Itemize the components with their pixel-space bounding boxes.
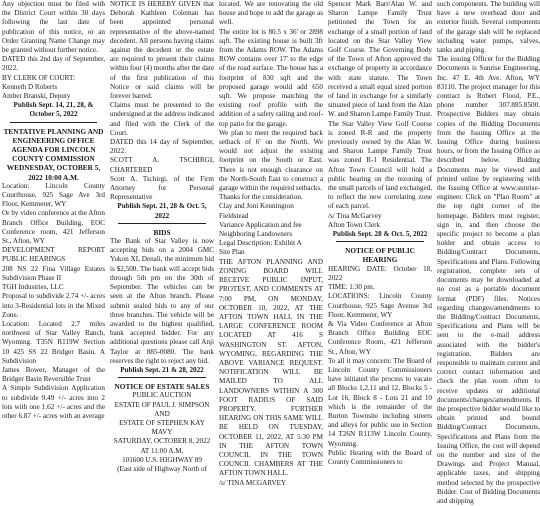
notice-divider	[118, 223, 206, 224]
publish-line: Publish Sept. 21 & 28, 2022	[120, 365, 204, 374]
notice-paragraph: Amber Branski, Deputy	[2, 92, 71, 101]
notice-paragraph: James Bower, Manager of the Bridger Basin Reversible Trust	[2, 365, 105, 384]
notice-line: (East side of Highway North of	[117, 464, 207, 473]
notice-paragraph: Or by video conference at the Afton Branch Office Building, EOC Conference room, 421 Jefferson St., Afton, WY	[2, 209, 105, 246]
notice-paragraph: such components. The building will have a new overhead door and exterior finish. Several components of the garage slab will be replaced including water pumps, valves, tanks and piping.	[437, 0, 540, 55]
notice-paragraph: Site Plan	[219, 248, 245, 257]
column-4	[328, 0, 432, 466]
notice-paragraph: Neighboring Landowners	[219, 230, 293, 239]
notice-divider	[118, 377, 206, 378]
notice-paragraph: BY CLERK OF COURT:	[2, 73, 75, 82]
column-2	[110, 0, 214, 473]
notice-paragraph: Clay and Joni Kennington	[219, 202, 294, 211]
notice-paragraph: The entire lot is 80.5 x 36' or 2898 sqft. The existing house is built 3ft from the Adams ROW. The Adams ROW contains over 17' to the edge of the road surface. The house has a footprint of 830 sqft and the proposed garage would add 650 sqft. We propose matching the existing roof profile with the addition of a safety railing and roof-top patio for the garage.	[219, 27, 323, 128]
notice-paragraph: We plan to meet the required back setback of 6' on the North. We would not adjust the existing footprint on the South or East. There is not enough clearance on the North-South East to construct a garage within the required setbacks.	[219, 128, 323, 193]
notice-paragraph: Thanks for the consideration.	[219, 193, 303, 202]
column-1	[2, 0, 105, 420]
notice-line: AND	[154, 409, 170, 418]
notice-paragraph: DATED this 14 day of September, 2022.	[110, 138, 214, 156]
notice-paragraph: Location: Lincoln County Courthouse, 925 Sage Ave 3rd Floor, Kemmerer, WY	[2, 181, 105, 209]
notice-paragraph: Any objection must be filed with the District Court within 30 days following the last date of publication of this notice, or an Order Granting Name Change may be granted without further notice.	[2, 0, 105, 55]
notice-paragraph: HEARING DATE: October 18, 2022	[328, 264, 432, 282]
notice-heading: NOTICE OF ESTATE SALES	[114, 382, 210, 392]
notice-paragraph: Kenneth D Roberts	[2, 82, 58, 91]
notice-paragraph: Proposal to subdivide 2.74 +/- acres into 3-Residential lots in the Mixed Zone.	[2, 292, 105, 319]
notice-paragraph: Fieldstead	[219, 211, 249, 220]
notice-line: PUBLIC AUCTION	[132, 391, 192, 400]
notice-paragraph: TGH Industries, LLC	[2, 283, 64, 292]
notice-paragraph: To all it may concern: The Board of Lincoln County Commissioners have initiated the process to vacate all Blocks 1,2,11 and 12, Blocks 5 - Lot 16, Block 8 - Lots 21 and 10 which is the remainder of the Burton Townsite including streets and alleys for public use in Section 14 T26N R113W Lincoln County, Wyoming.	[328, 356, 432, 448]
notice-line: ESTATE OF PAUL J. SIMPSON	[114, 400, 210, 409]
notice-paragraph: LOCATIONS: Lincoln County Courthouse, 925 Sage Avenue 3rd Floor, Kemmerer, WY	[328, 292, 432, 319]
notice-paragraph: Spencer Mark Barr/Alan W. and Sharon Lampe Family Trust petitioned the Town for an exchange of a small portion of land located on the Star Valley View Golf Course. The Governing Body of the Town of Afton approved the exchange of property in accordance with state statute. The Town received a small equal sized portion of land in exchange for a similarly situated piece of land from the Alan W. and Sharon Lampe Family Trust. The Star Valley View Golf Course is zoned R-R and the property previously owned by the Alan W. and Sharon Lampe Family Trust was zoned R-1 Residential. The Afton Town Council will hold a public hearing on the rezoning of the small parcels of land exchanged, to reflect the new correlating zone of each parcel.	[328, 0, 432, 211]
notice-paragraph: The Bank of Star Valley is now accepting bids on a 2004 GMC Yukon XL Denali, the minimum bid is $2,500. The bank will accept bids through 5th pm on the 30th of September. The vehicles can be seen at the Afton branch. Please submit sealed bids to any of our three branches. The vehicle will be awarded to the highest qualified, bank accepted bidder. For any additional questions please call Anji Taylor at 885-0080. The bank reserves the right to reject any bid.	[110, 237, 214, 365]
notice-paragraph: Claims must be presented to the undersigned at the address indicated and filed with the Clerk of the Court.	[110, 101, 214, 137]
notice-heading: TENTATIVE PLANNING AND ENGINEERING OFFICE AGENDA FOR LINCOLN COUNTY COMMISSION WEDNESDAY, OCTOBER 5, 2022 10:00 A.M.	[3, 126, 104, 182]
notice-paragraph: /s/ Tina McGarvey	[328, 211, 382, 220]
notice-paragraph: /s/ TINA MCGARVEY	[219, 478, 287, 487]
notice-paragraph: NOTICE IS HEREBY GIVEN that Deborah Kathleen Coleman has been appointed personal representative of the above-named decedent. All persons having claims against the decedent or the estate are required to present their claims within four (4) months after the date of the first publication of this Notice or said claims will be forever barred.	[110, 0, 214, 101]
notice-paragraph: & Via Video Conference at Afton Branch Office Building EOC Conference Room, 421 Jefferson St., Afton, WY	[328, 319, 432, 356]
notice-paragraph: The issuing Officer for the Bidding Documents is Sunrise Engineering, Inc. 47 E. 4th Ave. Afton, WY 83110. The project manager for this contract is Robert Flood, P.E., phone number 307.885.8500. Prospective Bidders may obtain copies of the Bidding Documents from the Issuing Office at the Issuing Office during business hours, or from the Issuing Office as described below. Bidding Documents may be viewed and printed online by registering with the Issuing Office at www.sunrise-engineer. Click on "Plan Room" at the top right corner of the homepage. Bidders must register, sign in, and then choose the specific project to become a plan holder and obtain access to Bidding/Contract Documents, Specifications and Plans. Following registration, complete sets of documents may be downloaded at no cost as a portable document format (PDF) files. Notices regarding changes/amendments to the Bidding/Contract Documents, Specifications and Plans will be sent to the e-mail address associated with the bidder's registration. Bidders are responsible to maintain current and correct contact information and check the plan room often to receive updates or additional documents/changes/amendments. If the prospective bidder would like to obtain printed and bound Bidding/Contract Documents, Specifications and Plans from the Issuing Office, the cost will depend on the number and size of the Drawings and Project Manual, applicable taxes, and shipping method selected by the prospective Bidder. Cost of Bidding Documents and shipping	[437, 55, 540, 505]
publish-line: Publish Sept. 21, 28 & Oct. 5, 2022	[117, 202, 207, 220]
notice-paragraph: Variance Application and fee	[219, 220, 302, 229]
notice-heading: BIDS	[153, 227, 171, 237]
notice-line: 101600 U.S. HIGHWAY 89	[122, 455, 202, 464]
notice-paragraph: DEVELOPMENT REPORT PUBLIC HEARINGS	[2, 246, 105, 264]
notice-paragraph: Scott A. Tschirgi, of the Firm Attorney for Personal Representative	[110, 174, 214, 202]
publish-line: Publish Sept. 28 & Oct. 5, 2022	[332, 230, 428, 239]
notice-paragraph: THE AFTON PLANNING AND ZONING BOARD WILL RECEIVE PUBLIC INPUT, PROTEST, AND COMMENTS AT 7:00 PM, ON MONDAY, OCTOBER 10, 2022, AT THE AFTON TOWN HALL IN THE LARGE CONFERENCE ROOM LOCATED AT 416 S WASHINGTON ST. AFTON, WYOMING, REGARDING THE ABOVE VARIANCE REQUEST. NOTIFICATION WILL BE MAILED TO ALL LANDOWNERS WITHIN A 300 FOOT RADIUS OF SAID PROPERTY. FURTHER HEARING ON THIS SAME WILL BE HELD ON TUESDAY, OCTOBER 11, 2022, AT 5:30 PM IN THE AFTON TOWN COUNCIL IN THE TOWN COUNCIL CHAMBERS AT THE AFTON TOWN HALL.	[219, 257, 323, 478]
notice-paragraph: Afton Town Clerk	[328, 220, 381, 229]
notice-paragraph: located. We are renovating the old house and hope to add the garage as well.	[219, 0, 323, 27]
notice-paragraph: SCOTT A. TSCHIRGI, CHARTERED	[110, 156, 214, 174]
notice-paragraph: Location: Located 2.7 miles northwest of Star Valley Ranch, Wyoming. T35N R119W Section 10 425 SS 22 Bridger Basin. A Subdivision	[2, 319, 105, 365]
notice-divider	[10, 122, 97, 123]
notice-line: ESTATE OF STEPHEN KAY MAVY	[119, 418, 205, 437]
notice-line: SATURDAY, OCTOBER 8, 2022 AT 11:00 A.M.	[113, 437, 211, 455]
notice-paragraph: Public Hearing with the Board of County Commissioners to	[328, 448, 432, 466]
notice-paragraph: A Simple Subdivision Application to subdivide 9.49 +/- acres into 2 lots with one 1.62 +/- acres and the other 6.87 +/- acres with an average	[2, 384, 105, 420]
column-3	[219, 0, 323, 487]
notice-paragraph: DATED this 2nd day of September, 2022.	[2, 55, 105, 73]
column-5	[437, 0, 540, 505]
publish-line: Publish Sept. 14, 21, 28, & October 5, 2022	[13, 101, 94, 119]
notice-heading: NOTICE OF PUBLIC HEARING	[345, 246, 415, 265]
notice-divider	[336, 241, 424, 242]
notice-paragraph: Legal Description: Exhibit A	[219, 239, 302, 248]
notice-paragraph: TIME: 1:30 pm.	[328, 283, 375, 292]
notice-paragraph: 208 NS 22 Fina Village Estates Subdivision Phase II	[2, 264, 105, 282]
